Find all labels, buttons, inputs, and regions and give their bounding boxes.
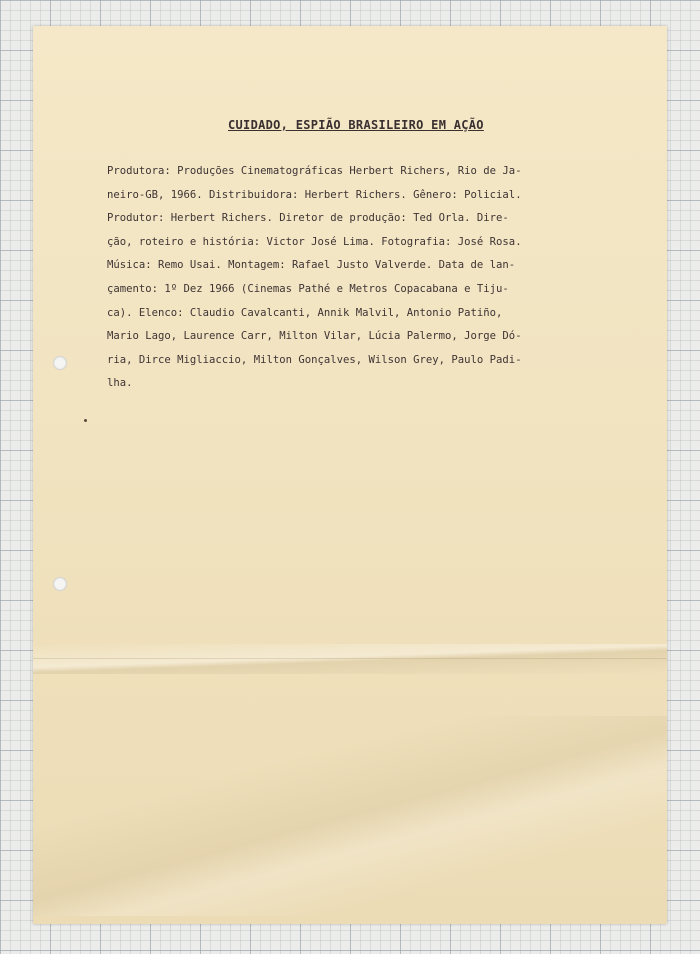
document-body [107,160,607,396]
paper-fold [33,658,667,659]
body-line: Música: Remo Usai. Montagem: Rafael Justo Valverde. Data de lan- [107,259,516,272]
ink-speck [84,419,87,422]
body-line: ria, Dirce Migliaccio, Milton Gonçalves, Wilson Grey, Paulo Padi- [107,353,522,366]
document-title: CUIDADO, ESPIÃO BRASILEIRO EM AÇÃO [228,118,484,132]
body-line: neiro-GB, 1966. Distribuidora: Herbert Richers. Gênero: Policial. [107,188,522,201]
body-line: lha. [107,377,133,390]
punch-hole-lower [53,577,67,591]
body-line: Produtor: Herbert Richers. Diretor de produção: Ted Orla. Dire- [107,212,509,225]
body-line: çamento: 1º Dez 1966 (Cinemas Pathé e Metros Copacabana e Tiju- [107,282,509,295]
punch-hole-upper [53,356,67,370]
body-line: Mario Lago, Laurence Carr, Milton Vilar, Lúcia Palermo, Jorge Dó- [107,330,522,343]
body-line: Produtora: Produções Cinematográficas Herbert Richers, Rio de Ja- [107,165,522,177]
body-line: ção, roteiro e história: Victor José Lima. Fotografia: José Rosa. [107,235,522,248]
body-line: ca). Elenco: Claudio Cavalcanti, Annik Malvil, Antonio Patiño, [107,306,503,319]
